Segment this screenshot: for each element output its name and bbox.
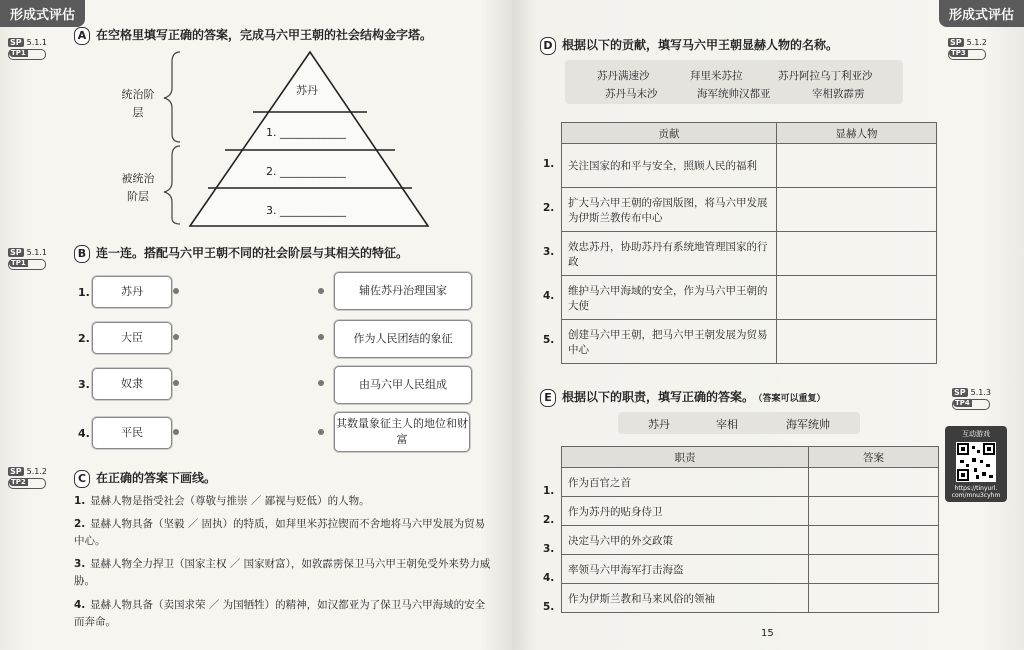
qr-url-line1: https://tinyurl. (954, 485, 998, 492)
row-number: 2. (543, 514, 555, 526)
match-dot[interactable] (318, 429, 324, 435)
name-option: 苏丹马末沙 (605, 88, 658, 100)
qr-code-icon[interactable] (956, 442, 996, 482)
match-dot[interactable] (173, 288, 179, 294)
duty-table (561, 446, 939, 613)
duty-answer-3[interactable] (809, 526, 939, 555)
match-right-1[interactable]: 辅佐苏丹治理国家 (334, 272, 472, 310)
name-bank (565, 60, 903, 104)
row-number: 3. (543, 246, 555, 258)
match-num-4: 4. (78, 427, 90, 440)
question-4: 4. 显赫人物具备（卖国求荣 ／ 为国牺牲）的精神，如汉都亚为了保卫马六甲海域的安全而奔命。 (74, 599, 486, 628)
col-duty: 职责 (562, 447, 809, 468)
pyramid-blank-3[interactable]: 3. ____________ (266, 204, 346, 217)
pyramid-apex: 苏丹 (296, 84, 318, 97)
option: 苏丹 (648, 418, 670, 431)
pyramid-blank-1[interactable]: 1. ____________ (266, 126, 346, 139)
row-number: 5. (543, 601, 555, 613)
contribution-2: 扩大马六甲王朝的帝国版图，将马六甲发展为伊斯兰教传布中心 (562, 188, 777, 232)
duty-1: 作为百官之首 (562, 468, 809, 497)
duty-3: 决定马六甲的外交政策 (562, 526, 809, 555)
duty-answer-4[interactable] (809, 555, 939, 584)
match-right-3[interactable]: 由马六甲人民组成 (334, 366, 472, 404)
duty-answer-2[interactable] (809, 497, 939, 526)
row-number: 3. (543, 543, 555, 555)
name-option: 海军统帅汉都亚 (697, 88, 771, 100)
sp-marker-e: SP 5.1.3 TP4 (952, 388, 991, 410)
row-number: 4. (543, 572, 555, 584)
duty-answer-5[interactable] (809, 584, 939, 613)
header-badge-left: 形成式评估 (0, 0, 85, 27)
qr-game-card[interactable] (945, 426, 1007, 502)
match-left-1[interactable]: 苏丹 (92, 276, 172, 308)
row-number: 4. (543, 290, 555, 302)
contribution-table (561, 122, 937, 364)
section-d-title: D 根据以下的贡献，填写马六甲王朝显赫人物的名称。 (540, 36, 838, 55)
section-a-title: A 在空格里填写正确的答案，完成马六甲王朝的社会结构金字塔。 (74, 26, 432, 45)
duty-4: 率领马六甲海军打击海盗 (562, 555, 809, 584)
row-number: 2. (543, 202, 555, 214)
ruling-class-label: 统治阶层 (121, 88, 155, 119)
question-1: 1. 显赫人物是指受社会（尊敬与推崇 ／ 鄙视与贬低）的人物。 (74, 495, 370, 507)
duty-answer-1[interactable] (809, 468, 939, 497)
contribution-3: 效忠苏丹，协助苏丹有系统地管理国家的行政 (562, 232, 777, 276)
match-dot[interactable] (318, 334, 324, 340)
contribution-1: 关注国家的和平与安全，照顾人民的福利 (562, 144, 777, 188)
match-left-3[interactable]: 奴隶 (92, 368, 172, 400)
option: 海军统帅 (786, 418, 830, 431)
option-bank (618, 412, 860, 434)
ruled-class-label: 被统治阶层 (121, 172, 155, 203)
sp-marker-d: SP 5.1.2 TP3 (948, 38, 987, 60)
person-answer-4[interactable] (777, 276, 937, 320)
match-left-4[interactable]: 平民 (92, 417, 172, 449)
row-number: 1. (543, 485, 555, 497)
match-dot[interactable] (318, 288, 324, 294)
person-answer-1[interactable] (777, 144, 937, 188)
page-number: 15 (761, 628, 774, 639)
match-right-2[interactable]: 作为人民团结的象征 (334, 320, 472, 358)
match-left-2[interactable]: 大臣 (92, 322, 172, 354)
match-dot[interactable] (318, 380, 324, 386)
name-option: 宰相敦霹雳 (812, 88, 865, 100)
sp-marker-a: SP 5.1.1 TP1 (8, 38, 47, 60)
match-num-1: 1. (78, 286, 90, 299)
match-dot[interactable] (173, 380, 179, 386)
match-num-2: 2. (78, 332, 90, 345)
name-option: 拜里米苏拉 (690, 70, 743, 82)
match-num-3: 3. (78, 378, 90, 391)
qr-url-line2: com/mnu3cyhm (951, 492, 1001, 499)
header-badge-right: 形成式评估 (939, 0, 1024, 27)
match-right-4[interactable]: 其数量象征主人的地位和财富 (334, 412, 470, 452)
section-c-title: C 在正确的答案下画线。 (74, 469, 216, 488)
question-3: 3. 显赫人物全力捍卫（国家主权 ／ 国家财富），如敦霹雳保卫马六甲王朝免受外来势力威胁。 (74, 558, 491, 587)
name-option: 苏丹阿拉乌丁利亚沙 (778, 70, 873, 82)
sp-marker-c: SP 5.1.2 TP2 (8, 467, 47, 489)
section-b-title: B 连一连。搭配马六甲王朝不同的社会阶层与其相关的特征。 (74, 244, 408, 263)
person-answer-5[interactable] (777, 320, 937, 364)
contribution-4: 维护马六甲海域的安全，作为马六甲王朝的大使 (562, 276, 777, 320)
section-e-title: E 根据以下的职责，填写正确的答案。 （答案可以重复） (540, 388, 826, 407)
duty-2: 作为苏丹的贴身侍卫 (562, 497, 809, 526)
person-answer-3[interactable] (777, 232, 937, 276)
row-number: 5. (543, 334, 555, 346)
contribution-5: 创建马六甲王朝，把马六甲王朝发展为贸易中心 (562, 320, 777, 364)
qr-title: 互动游戏 (962, 430, 990, 438)
col-person: 显赫人物 (777, 123, 937, 144)
sp-marker-b: SP 5.1.1 TP1 (8, 248, 47, 270)
name-option: 苏丹满速沙 (597, 70, 650, 82)
person-answer-2[interactable] (777, 188, 937, 232)
col-answer: 答案 (809, 447, 939, 468)
question-2: 2. 显赫人物具备（坚毅 ／ 固执）的特质，如拜里米苏拉锲而不舍地将马六甲发展为贸易中心。 (74, 518, 486, 547)
col-contribution: 贡献 (562, 123, 777, 144)
row-number: 1. (543, 158, 555, 170)
duty-5: 作为伊斯兰教和马来风俗的领袖 (562, 584, 809, 613)
match-dot[interactable] (173, 334, 179, 340)
pyramid-blank-2[interactable]: 2. ____________ (266, 165, 346, 178)
match-dot[interactable] (173, 429, 179, 435)
option: 宰相 (716, 418, 738, 431)
